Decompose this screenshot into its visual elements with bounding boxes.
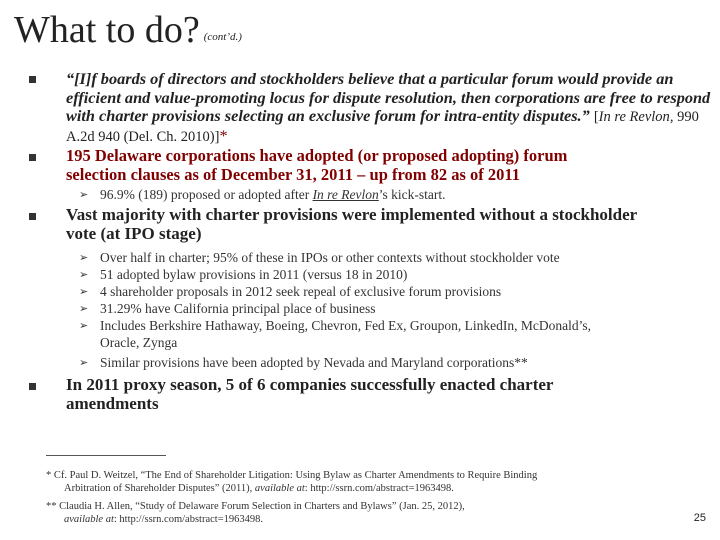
bullet-delaware — [66, 147, 567, 184]
sub-item-revlon: 96.9% (189) proposed or adopted after In re Revlon’s kick-start. — [100, 187, 446, 202]
cite-case: In re Revlon — [598, 109, 670, 125]
bullet-square-icon — [29, 383, 36, 390]
footnote-divider — [46, 455, 166, 456]
bullet-proxy — [66, 376, 553, 413]
sub-item: Includes Berkshire Hathaway, Boeing, Chevron, Fed Ex, Groupon, LinkedIn, McDonald’s, — [100, 318, 592, 333]
bullet-square-icon — [29, 76, 36, 83]
title-text: What to do? — [14, 9, 200, 51]
bullet-line: vote (at IPO stage) — [66, 223, 202, 243]
bullet-line: selection clauses as of December 31, 2011 – up from 82 as of 2011 — [66, 164, 521, 184]
arrow-bullet-icon: ➢ — [79, 251, 89, 264]
sub-item: Over half in charter; 95% of these in IPOs or other contexts without stockholder vote — [100, 250, 560, 265]
bullet-line: In 2011 proxy season, 5 of 6 companies successfully enacted charter — [66, 375, 554, 394]
bullet-square-icon — [29, 154, 36, 161]
footnote-2-line-2: available at: http://ssrn.com/abstract=1963498. — [64, 514, 263, 525]
bullet-quote — [66, 70, 716, 144]
bullet-line: amendments — [66, 393, 159, 413]
footnote-1-line-2: Arbitration of Shareholder Disputes” (2011), available at: http://ssrn.com/abstract=1963498. — [64, 483, 454, 494]
quote-text: “[I]f boards of directors and stockholders believe that a particular forum would provide an efficient and value-promoting locus for dispute resolution, then corporations are free to respond with charter provisions selecting an exclusive forum for intra-entity disputes.” — [66, 70, 711, 125]
footnote-2-line-1: ** Claudia H. Allen, “Study of Delaware Forum Selection in Charters and Bylaws” (Jan. 25, 2012), — [46, 501, 465, 512]
arrow-bullet-icon: ➢ — [79, 319, 89, 332]
slide-title — [14, 8, 242, 59]
footnote-star: * — [219, 125, 228, 144]
revlon-case: In re Revlon — [312, 187, 379, 202]
sub-item: 31.29% have California principal place of business — [100, 301, 376, 316]
bullet-square-icon — [29, 213, 36, 220]
title-note: (cont’d.) — [203, 31, 242, 43]
bullet-line: 195 Delaware corporations have adopted (or proposed adopting) forum — [66, 146, 568, 165]
quote-citation: [In re Revlon, 990 A.2d 940 (Del. Ch. 2010)] — [66, 109, 699, 144]
page-number: 25 — [693, 512, 706, 524]
arrow-bullet-icon: ➢ — [79, 356, 89, 369]
sub-item: 4 shareholder proposals in 2012 seek repeal of exclusive forum provisions — [100, 284, 502, 299]
footnote-1-line-1: * Cf. Paul D. Weitzel, “The End of Shareholder Litigation: Using Bylaw as Charter Amendments to Require Binding — [46, 470, 538, 481]
bullet-line: Vast majority with charter provisions were implemented without a stockholder — [66, 205, 638, 224]
arrow-bullet-icon: ➢ — [79, 285, 89, 298]
arrow-bullet-icon: ➢ — [79, 302, 89, 315]
sub-item: 51 adopted bylaw provisions in 2011 (versus 18 in 2010) — [100, 267, 408, 282]
sub-item: Similar provisions have been adopted by Nevada and Maryland corporations** — [100, 355, 528, 370]
arrow-bullet-icon: ➢ — [79, 268, 89, 281]
bullet-majority — [66, 206, 637, 243]
arrow-bullet-icon: ➢ — [79, 188, 89, 201]
sub-item-continued: Oracle, Zynga — [100, 335, 178, 350]
